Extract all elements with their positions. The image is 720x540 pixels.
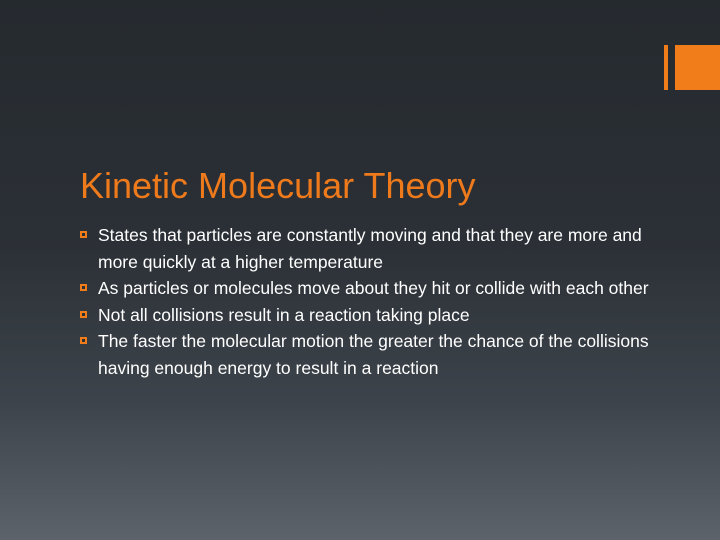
square-bullet-icon xyxy=(80,337,88,345)
bullet-text: States that particles are constantly moving and that they are more and more quickly at a higher temperature xyxy=(98,225,642,272)
slide-title: Kinetic Molecular Theory xyxy=(80,165,476,206)
accent-block xyxy=(675,45,720,90)
square-bullet-icon xyxy=(80,231,88,239)
bullet-item xyxy=(80,275,680,302)
bullet-item xyxy=(80,328,680,381)
square-bullet-icon xyxy=(80,284,88,292)
bullet-item xyxy=(80,302,680,329)
accent-bar-thin xyxy=(664,45,668,90)
bullet-item xyxy=(80,222,680,275)
bullet-list xyxy=(80,222,680,381)
bullet-text: As particles or molecules move about they hit or collide with each other xyxy=(98,278,649,298)
square-bullet-icon xyxy=(80,311,88,319)
bullet-text: The faster the molecular motion the greater the chance of the collisions having enough energy to result in a reaction xyxy=(98,331,649,378)
bullet-text: Not all collisions result in a reaction taking place xyxy=(98,304,470,325)
